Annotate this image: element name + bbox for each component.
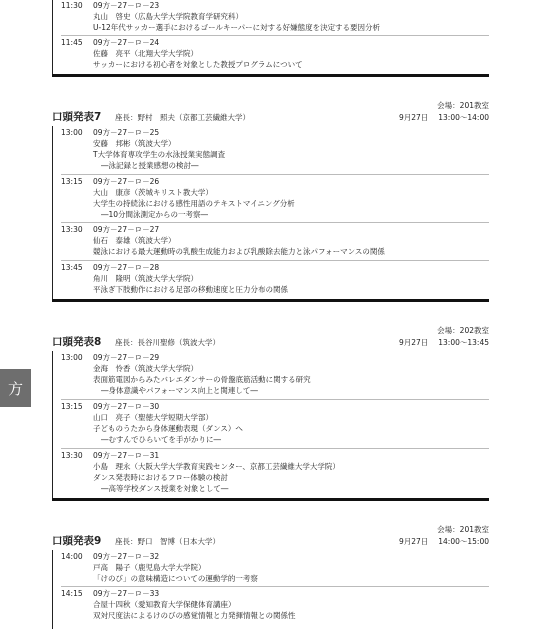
- session-chair: 座長：長谷川聖修（筑波大学）: [115, 338, 220, 347]
- session-bracket: [52, 550, 53, 629]
- talk-time: 14:15: [61, 589, 83, 598]
- talk-time: 13:15: [61, 402, 83, 411]
- talk-id: 09方－27－ロ－30: [93, 402, 160, 411]
- talk-author: 小島 理永（大阪大学大学教育実践センター、京都工芸繊維大学大学院）: [93, 462, 340, 471]
- talk-subtitle: ―10分間泳測定からの一考察―: [101, 210, 209, 219]
- talk-divider: [61, 35, 489, 36]
- talk-divider: [61, 586, 489, 587]
- talk-author: 金海 怜香（筑波大学大学院）: [93, 364, 198, 373]
- talk-time: 13:30: [61, 225, 83, 234]
- talk-title: 大学生の持続泳における感性用語のテキストマイニング分析: [93, 199, 295, 208]
- talk-author: 安藤 邦彬（筑波大学）: [93, 139, 176, 148]
- talk-time: 13:45: [61, 263, 83, 272]
- session-title: 口頭発表9: [52, 535, 102, 547]
- talk-author: 丸山 啓史（広島大学大学院教育学研究科）: [93, 12, 243, 21]
- session-date-time: [389, 112, 489, 123]
- talk-id: 09方－27－ロ－29: [93, 353, 160, 362]
- talk-divider: [61, 399, 489, 400]
- session-header: [52, 524, 489, 548]
- talk-author: 佐藤 亮平（北翔大学大学院）: [93, 49, 198, 58]
- session-end-rule: [52, 299, 489, 302]
- talk-id: 09方－27－ロ－24: [93, 38, 160, 47]
- talk-title: サッカーにおける初心者を対象とした教授プログラムについて: [93, 60, 303, 69]
- session-end-rule: [52, 74, 489, 77]
- session-chair: 座長：野口 智博（日本大学）: [115, 537, 220, 546]
- talk-subtitle: ―身体意識やパフォーマンス向上と関連して―: [101, 386, 258, 395]
- session-bracket: [52, 351, 53, 499]
- talk-divider: [61, 174, 489, 175]
- talk-subtitle: ―むすんでひらいてを手がかりに―: [101, 435, 221, 444]
- session-bracket: [52, 126, 53, 300]
- talk-divider: [61, 222, 489, 223]
- session-title: 口頭発表7: [52, 111, 102, 123]
- talk-id: 09方－27－ロ－33: [93, 589, 160, 598]
- session-bracket: [52, 0, 53, 74]
- session-date-time: [389, 536, 489, 547]
- section-side-tab: 方: [0, 369, 31, 407]
- talk-id: 09方－27－ロ－23: [93, 1, 160, 10]
- talk-time: 14:00: [61, 552, 83, 561]
- talk-title: 双対尺度法によるけのびの感覚情報と力発揮情報との関係性: [93, 611, 296, 620]
- talk-author: 山口 亮子（聖徳大学短期大学部）: [93, 413, 213, 422]
- session-header: [52, 100, 489, 124]
- talk-subtitle: ―高等学校ダンス授業を対象として―: [101, 484, 229, 493]
- talk-title: 競泳における最大運動時の乳酸生成能力および乳酸除去能力と泳パフォーマンスの関係: [93, 247, 385, 256]
- session-time-range: 13:00～13:45: [438, 338, 489, 347]
- talk-id: 09方－27－ロ－31: [93, 451, 160, 460]
- talk-author: 角川 隆明（筑波大学大学院）: [93, 274, 198, 283]
- talk-title: T大学体育専攻学生の水泳授業実態調査: [93, 150, 226, 159]
- talk-author: 合屋十四秋（愛知教育大学保健体育講座）: [93, 600, 236, 609]
- talk-id: 09方－27－ロ－25: [93, 128, 160, 137]
- talk-id: 09方－27－ロ－26: [93, 177, 160, 186]
- talk-time: 13:00: [61, 353, 83, 362]
- session-room: 会場：202教室: [437, 326, 489, 335]
- talk-id: 09方－27－ロ－32: [93, 552, 160, 561]
- session-title: 口頭発表8: [52, 336, 102, 348]
- talk-title: 子どものうたから身体運動表現（ダンス）へ: [93, 424, 243, 433]
- talk-time: 13:00: [61, 128, 83, 137]
- talk-title: 表面筋電図からみたバレエダンサーの骨盤底筋活動に関する研究: [93, 375, 311, 384]
- talk-author: 戸高 陽子（鹿児島大学大学院）: [93, 563, 206, 572]
- talk-author: 仙石 泰雄（筑波大学）: [93, 236, 176, 245]
- talk-author: 大山 康彦（茨城キリスト教大学）: [93, 188, 213, 197]
- session-time-range: 13:00～14:00: [438, 113, 489, 122]
- session-date: 9月27日: [398, 113, 429, 122]
- session-date: 9月27日: [398, 338, 429, 347]
- talk-time: 13:30: [61, 451, 83, 460]
- talk-subtitle: ―泳記録と授業感想の検討―: [101, 161, 199, 170]
- talk-time: 11:30: [61, 1, 83, 10]
- talk-title: 「けのび」の意味構造についての運動学的一考察: [93, 574, 258, 583]
- talk-id: 09方－27－ロ－28: [93, 263, 160, 272]
- talk-time: 11:45: [61, 38, 83, 47]
- talk-title: ダンス発表時におけるフロー体験の検討: [93, 473, 228, 482]
- session-chair: 座長：野村 照夫（京都工芸繊維大学）: [115, 113, 250, 122]
- talk-time: 13:15: [61, 177, 83, 186]
- session-header: [52, 325, 489, 349]
- talk-title: 平泳ぎ下肢動作における足部の移動速度と圧力分布の関係: [93, 285, 288, 294]
- session-room: 会場：201教室: [437, 101, 489, 110]
- session-date-time: [389, 337, 489, 348]
- session-room: 会場：201教室: [437, 525, 489, 534]
- session-date: 9月27日: [398, 537, 429, 546]
- talk-divider: [61, 260, 489, 261]
- session-time-range: 14:00～15:00: [438, 537, 489, 546]
- session-end-rule: [52, 498, 489, 501]
- talk-id: 09方－27－ロ－27: [93, 225, 160, 234]
- talk-divider: [61, 448, 489, 449]
- talk-title: U-12年代サッカー選手におけるゴールキーパーに対する好嫌態度を決定する要因分析: [93, 23, 381, 32]
